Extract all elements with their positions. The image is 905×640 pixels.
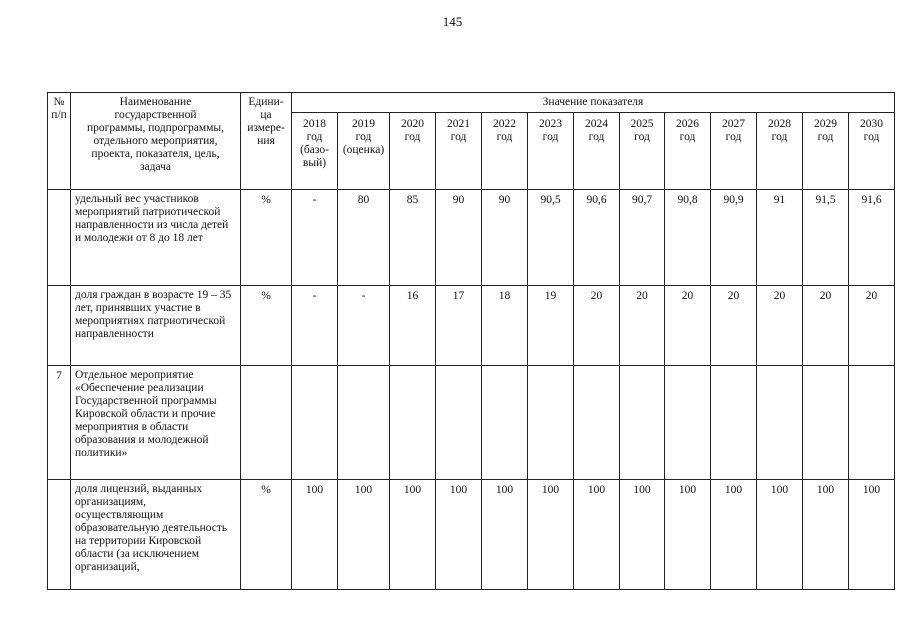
header-year: 2021 год xyxy=(436,113,482,190)
row-value xyxy=(292,366,338,480)
table-row xyxy=(48,480,895,590)
row-value: 16 xyxy=(390,286,436,366)
row-num xyxy=(48,190,71,286)
header-year: 2029 год xyxy=(803,113,849,190)
row-value: 80 xyxy=(338,190,390,286)
row-value xyxy=(803,366,849,480)
row-value: 100 xyxy=(390,480,436,590)
row-value: - xyxy=(292,190,338,286)
row-value: 100 xyxy=(757,480,803,590)
table-row xyxy=(48,286,895,366)
row-num xyxy=(48,480,71,590)
row-num: 7 xyxy=(48,366,71,480)
row-value: 91 xyxy=(757,190,803,286)
table-row xyxy=(48,190,895,286)
header-year: 2026 год xyxy=(665,113,711,190)
row-value: 90,9 xyxy=(711,190,757,286)
row-value: 20 xyxy=(665,286,711,366)
header-year: 2030 год xyxy=(849,113,895,190)
row-value: 91,6 xyxy=(849,190,895,286)
row-value: 20 xyxy=(849,286,895,366)
row-value xyxy=(390,366,436,480)
row-value xyxy=(338,366,390,480)
row-value: 19 xyxy=(528,286,574,366)
row-value xyxy=(757,366,803,480)
row-value: 100 xyxy=(849,480,895,590)
row-unit: % xyxy=(241,480,292,590)
row-name: доля граждан в возрасте 19 – 35 лет, принявших участие в мероприятиях патриотической направленности xyxy=(71,286,241,366)
row-value: 100 xyxy=(528,480,574,590)
row-value: 100 xyxy=(574,480,620,590)
row-value: 100 xyxy=(338,480,390,590)
row-value: 90,8 xyxy=(665,190,711,286)
row-value xyxy=(482,366,528,480)
row-value: 20 xyxy=(757,286,803,366)
header-year: 2019 год (оценка) xyxy=(338,113,390,190)
row-unit: % xyxy=(241,286,292,366)
header-name: Наименование государственной программы, подпрограммы, отдельного мероприятия, проекта, показателя, цель, задача xyxy=(71,93,241,190)
row-value: 20 xyxy=(620,286,665,366)
row-unit: % xyxy=(241,190,292,286)
row-value: 20 xyxy=(711,286,757,366)
row-value: 90,5 xyxy=(528,190,574,286)
header-year: 2028 год xyxy=(757,113,803,190)
indicator-table xyxy=(47,92,895,590)
row-num xyxy=(48,286,71,366)
row-name: доля лицензий, выданных организациям, осуществляющим образовательную деятельность на территории Кировской области (за исключением организаций, xyxy=(71,480,241,590)
row-value: 90,7 xyxy=(620,190,665,286)
row-value xyxy=(665,366,711,480)
header-values-title: Значение показателя xyxy=(292,93,895,113)
row-value: 20 xyxy=(803,286,849,366)
row-value: 100 xyxy=(482,480,528,590)
header-year: 2018 год (базо- вый) xyxy=(292,113,338,190)
header-year: 2024 год xyxy=(574,113,620,190)
row-value xyxy=(711,366,757,480)
row-unit xyxy=(241,366,292,480)
row-value: 17 xyxy=(436,286,482,366)
header-year: 2020 год xyxy=(390,113,436,190)
row-value: 100 xyxy=(436,480,482,590)
row-value: - xyxy=(338,286,390,366)
row-value: 100 xyxy=(665,480,711,590)
row-value: 91,5 xyxy=(803,190,849,286)
header-year: 2023 год xyxy=(528,113,574,190)
row-value: 100 xyxy=(711,480,757,590)
header-year: 2022 год xyxy=(482,113,528,190)
row-name: удельный вес участников мероприятий патриотической направленности из числа детей и молодежи от 8 до 18 лет xyxy=(71,190,241,286)
page-number: 145 xyxy=(442,14,463,29)
row-value: 20 xyxy=(574,286,620,366)
row-value: - xyxy=(292,286,338,366)
row-value: 90 xyxy=(482,190,528,286)
header-unit: Едини- ца измере- ния xyxy=(241,93,292,190)
header-num: № п/п xyxy=(48,93,71,190)
row-value: 18 xyxy=(482,286,528,366)
row-value xyxy=(849,366,895,480)
row-value xyxy=(574,366,620,480)
row-value: 100 xyxy=(292,480,338,590)
row-value: 100 xyxy=(620,480,665,590)
row-value xyxy=(436,366,482,480)
row-value: 85 xyxy=(390,190,436,286)
table-row xyxy=(48,366,895,480)
header-year: 2027 год xyxy=(711,113,757,190)
row-value: 100 xyxy=(803,480,849,590)
row-value: 90,6 xyxy=(574,190,620,286)
row-value: 90 xyxy=(436,190,482,286)
row-name: Отдельное мероприятие «Обеспечение реализации Государственной программы Кировской области и прочие мероприятия в области образования и молодежной политики» xyxy=(71,366,241,480)
header-year: 2025 год xyxy=(620,113,665,190)
row-value xyxy=(528,366,574,480)
row-value xyxy=(620,366,665,480)
